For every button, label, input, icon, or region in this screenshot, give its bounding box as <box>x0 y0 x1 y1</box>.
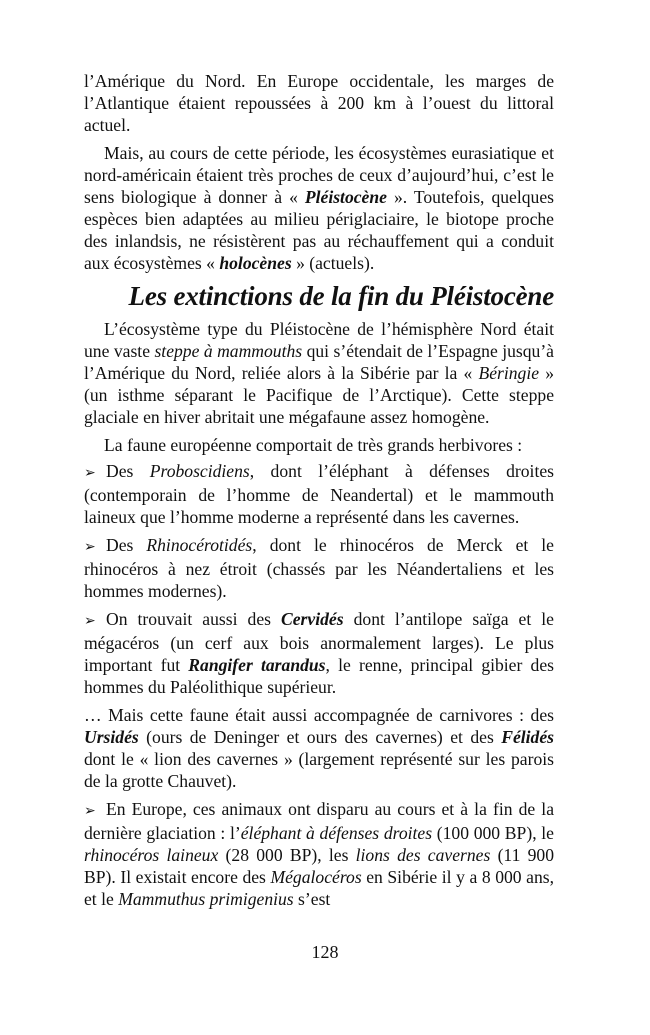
bullet-arrow-icon: ➢ <box>84 465 96 481</box>
term-holocenes: holocènes <box>219 253 292 273</box>
term-mammuthus: Mammuthus primigenius <box>118 889 294 909</box>
paragraph-text: (11 900 BP). Il existait encore des <box>84 845 554 887</box>
paragraph-text: Mais, au cours de cette période, les écosystèmes eurasiatique et nord-américain étaient très proches de ceux d’aujourd’hui, c’est le sens biologique à donner à « <box>84 143 554 207</box>
bullet-arrow-icon: ➢ <box>84 539 96 555</box>
paragraph-text: (28 000 BP), les <box>218 845 356 865</box>
term-lions: lions des cavernes <box>355 845 491 865</box>
term-beringie: Béringie <box>478 363 540 383</box>
term-megaloceros: Mégalocéros <box>270 867 362 887</box>
paragraph-ecosystems <box>84 142 554 274</box>
term-elephant: éléphant à défenses droites <box>240 823 433 843</box>
term-rhinocerotides: Rhinocérotidés <box>146 535 253 555</box>
bullet-arrow-icon: ➢ <box>84 613 96 629</box>
paragraph-text: dont le « lion des cavernes » (largement représenté sur les parois de la grotte Chauvet). <box>84 749 554 791</box>
bullet-cervides <box>84 608 554 698</box>
term-rhinoceros-laineux: rhinocéros laineux <box>84 845 219 865</box>
paragraph-text: dont l’antilope saïga et le mégacéros (un cerf aux bois anormalement larges). Le plus important fut <box>84 609 554 675</box>
term-proboscidiens: Proboscidiens <box>149 461 250 481</box>
paragraph-mammoth-steppe <box>84 318 554 428</box>
paragraph-text: , dont l’éléphant à défenses droites (contemporain de l’homme de Neandertal) et le mammouth laineux que l’homme moderne a représenté dans les cavernes. <box>84 461 554 527</box>
bullet-proboscidiens <box>84 460 554 528</box>
paragraph-text: ». Toutefois, quelques espèces bien adaptées au milieu périglaciaire, le biotope proche des inlandsis, ne résistèrent pas au réchauffement qui a conduit aux écosystèmes « <box>84 187 554 273</box>
paragraph-text: en Sibérie il y a 8 000 ans, et le <box>84 867 554 909</box>
paragraph-text: s’est <box>293 889 331 909</box>
paragraph-text: , dont le rhinocéros de Merck et le rhinocéros à nez étroit (chassés par les Néandertaliens et les hommes modernes). <box>84 535 554 601</box>
term-steppe: steppe à mammouths <box>154 341 303 361</box>
paragraph-text: L’écosystème type du Pléistocène de l’hémisphère Nord était une vaste <box>84 319 554 361</box>
term-rangifer: Rangifer tarandus <box>188 655 326 675</box>
paragraph-text: (ours de Deninger et ours des cavernes) et des <box>138 727 502 747</box>
paragraph-text: » (un isthme séparant le Pacifique de l’Arctique). Cette steppe glaciale en hiver abritait une mégafaune assez homogène. <box>84 363 554 427</box>
paragraph-text: … Mais cette faune était aussi accompagnée de carnivores : des <box>84 705 554 725</box>
paragraph-text: La faune européenne comportait de très grands herbivores : <box>104 435 523 455</box>
term-cervides: Cervidés <box>281 609 344 629</box>
bullet-rhinocerotides <box>84 534 554 602</box>
bullet-arrow-icon: ➢ <box>84 803 96 819</box>
term-felides: Félidés <box>501 727 554 747</box>
paragraph-herbivores-intro <box>84 434 554 456</box>
paragraph-text: qui s’étendait de l’Espagne jusqu’à l’Amérique du Nord, reliée alors à la Sibérie par la « <box>84 341 554 383</box>
paragraph-text: l’Amérique du Nord. En Europe occidentale, les marges de l’Atlantique étaient repoussées à 200 km à l’ouest du littoral actuel. <box>84 71 554 135</box>
paragraph-carnivores <box>84 704 554 792</box>
bullet-extinctions <box>84 798 554 910</box>
page-number: 128 <box>311 942 339 962</box>
paragraph-text: On trouvait aussi des <box>106 609 282 629</box>
paragraph-text: Des <box>106 461 150 481</box>
section-heading: Les extinctions de la fin du Pléistocène <box>128 281 554 311</box>
paragraph-text: (100 000 BP), le <box>432 823 554 843</box>
paragraph-text: En Europe, ces animaux ont disparu au cours et à la fin de la dernière glaciation : l’ <box>84 799 554 843</box>
term-ursides: Ursidés <box>84 727 139 747</box>
paragraph-atlantic-margins <box>84 70 554 136</box>
paragraph-text: » (actuels). <box>291 253 375 273</box>
term-pleistocene: Pléistocène <box>304 187 387 207</box>
paragraph-text: , le renne, principal gibier des hommes du Paléolithique supérieur. <box>84 655 554 697</box>
paragraph-text: Des <box>106 535 147 555</box>
page-body <box>84 70 554 916</box>
